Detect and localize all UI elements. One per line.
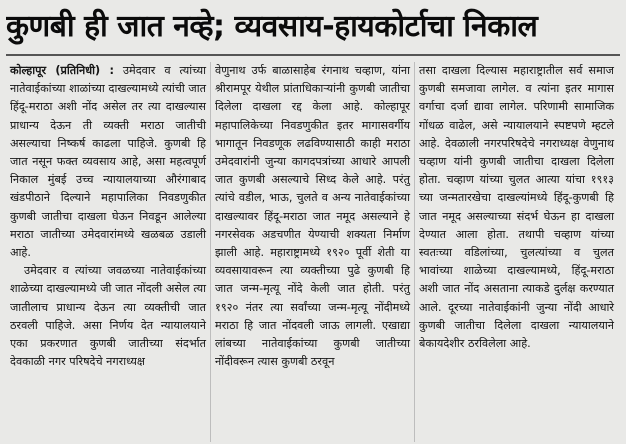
dateline: कोल्हापूर (प्रतिनिधी) : [10, 64, 114, 77]
headline: कुणबी ही जात नव्हे; व्यवसाय-हायकोर्टाचा निकाल [6, 2, 620, 56]
paragraph-3: वेणुनाथ उर्फ बाळासाहेब रंगनाथ चव्हाण, यांना श्रीरामपूर येथील प्रांताधिकाऱ्यांनी कुणबी जातीचा दिलेला दाखला रद्द केला आहे. कोल्हापूर महापालिकेच्या निवडणुकीत इतर मागासवर्गीय भागातून निवडणूक लढविण्यासाठी काही मराठा उमेदवारांनी जुन्या कागदपत्रांच्या आधारे आपली जात कुणबी असल्याचे सिध्द केले आहे. परंतु त्यांचे वडील, भाऊ, चुलते व अन्य नातेवाईकांच्या दाखल्यावर हिंदू-मराठा जात नमूद असल्याने हे नगरसेवक अडचणीत येण्याची शक्यता निर्माण झाली आहे. महाराष्ट्रामध्ये १९२० पूर्वी शेती या व्यवसायावरून त्या व्यक्तीच्या पुढे कुणबी हि जात जन्म-मृत्यू नोंदे केली जात होती. परंतु १९२० नंतर त्या सर्वांच्या जन्म-मृत्यू नोंदीमध्ये मराठा हि जात नोंदवली जाऊ लागली. एखाद्या लांबच्या नातेवाईकांच्या कुणबी जातीच्या नोंदीवरून त्यास कुणबी ठरवून [215, 64, 410, 369]
column-2 [210, 62, 414, 442]
paragraph-1-text: उमेदवार व त्यांच्या नातेवाईकांच्या शाळांच्या दाखल्यामध्ये त्यांची जात हिंदू-मराठा अशी नोंद असेल तर त्या दाखल्यास प्राधान्य देऊन ती व्यक्ती मराठा जातीची असल्याचा निष्कर्ष काढला पाहिजे. कुणबी हि जात नसून फक्त व्यवसाय आहे, असा महत्वपूर्ण निकाल मुंबई उच्च न्यायालयाच्या औरंगाबाद खंडपीठाने दिल्याने महापालिका निवडणुकीत कुणबी जातीचा दाखला घेऊन निवडून आलेल्या मराठा जातीच्या उमेदवारांमध्ये खळबळ उडाली आहे. [10, 64, 206, 260]
column-3 [414, 62, 618, 442]
paragraph-2: उमेदवार व त्यांच्या जवळच्या नातेवाईकांच्या शाळेच्या दाखल्यामध्ये जी जात नोंदली असेल त्या जातीलाच प्राधान्य देऊन त्या व्यक्तीची जात ठरवली पाहिजे. असा निर्णय देत न्यायालयाने एका प्रकरणात कुणबी जातीच्या संदर्भात देवकाळी नगर परिषदेचे नगराध्यक्ष [10, 264, 206, 369]
column-1 [6, 62, 210, 442]
paragraph-1 [10, 62, 206, 262]
article-body [6, 62, 620, 442]
paragraph-4: तसा दाखला दिल्यास महाराष्ट्रातील सर्व समाज कुणबी समजावा लागेल. व त्यांना इतर मागास वर्गाचा दर्जा द्यावा लागेल. परिणामी सामाजिक गोंधळ वाढेल, असे न्यायालयाने स्पष्टपणे म्हटले आहे. देवळाली नगरपरिषदेचे नगराध्यक्ष वेणुनाथ चव्हाण यांनी कुणबी जातीचा दाखला दिलेला होता. चव्हाण यांच्या चुलत आत्या यांचा १९१३ च्या जन्मतारखेचा दाखल्यांमध्ये हिंदू-कुणबी हि जात नमूद असल्याच्या संदर्भ घेऊन हा दाखला देण्यात आला होता. तथापी चव्हाण यांच्या स्वतःच्या वडिलांच्या, चुलत्यांच्या व चुलत भावांच्या शाळेच्या दाखल्यामध्ये, हिंदू-मराठा अशी जात नोंद असताना त्याकडे दुर्लक्ष करण्यात आले. दूरच्या नातेवाईकांनी जुन्या नोंदी आधारे कुणबी जातीचा दिलेला दाखला न्यायालयाने बेकायदेशीर ठरविलेला आहे. [419, 64, 614, 351]
